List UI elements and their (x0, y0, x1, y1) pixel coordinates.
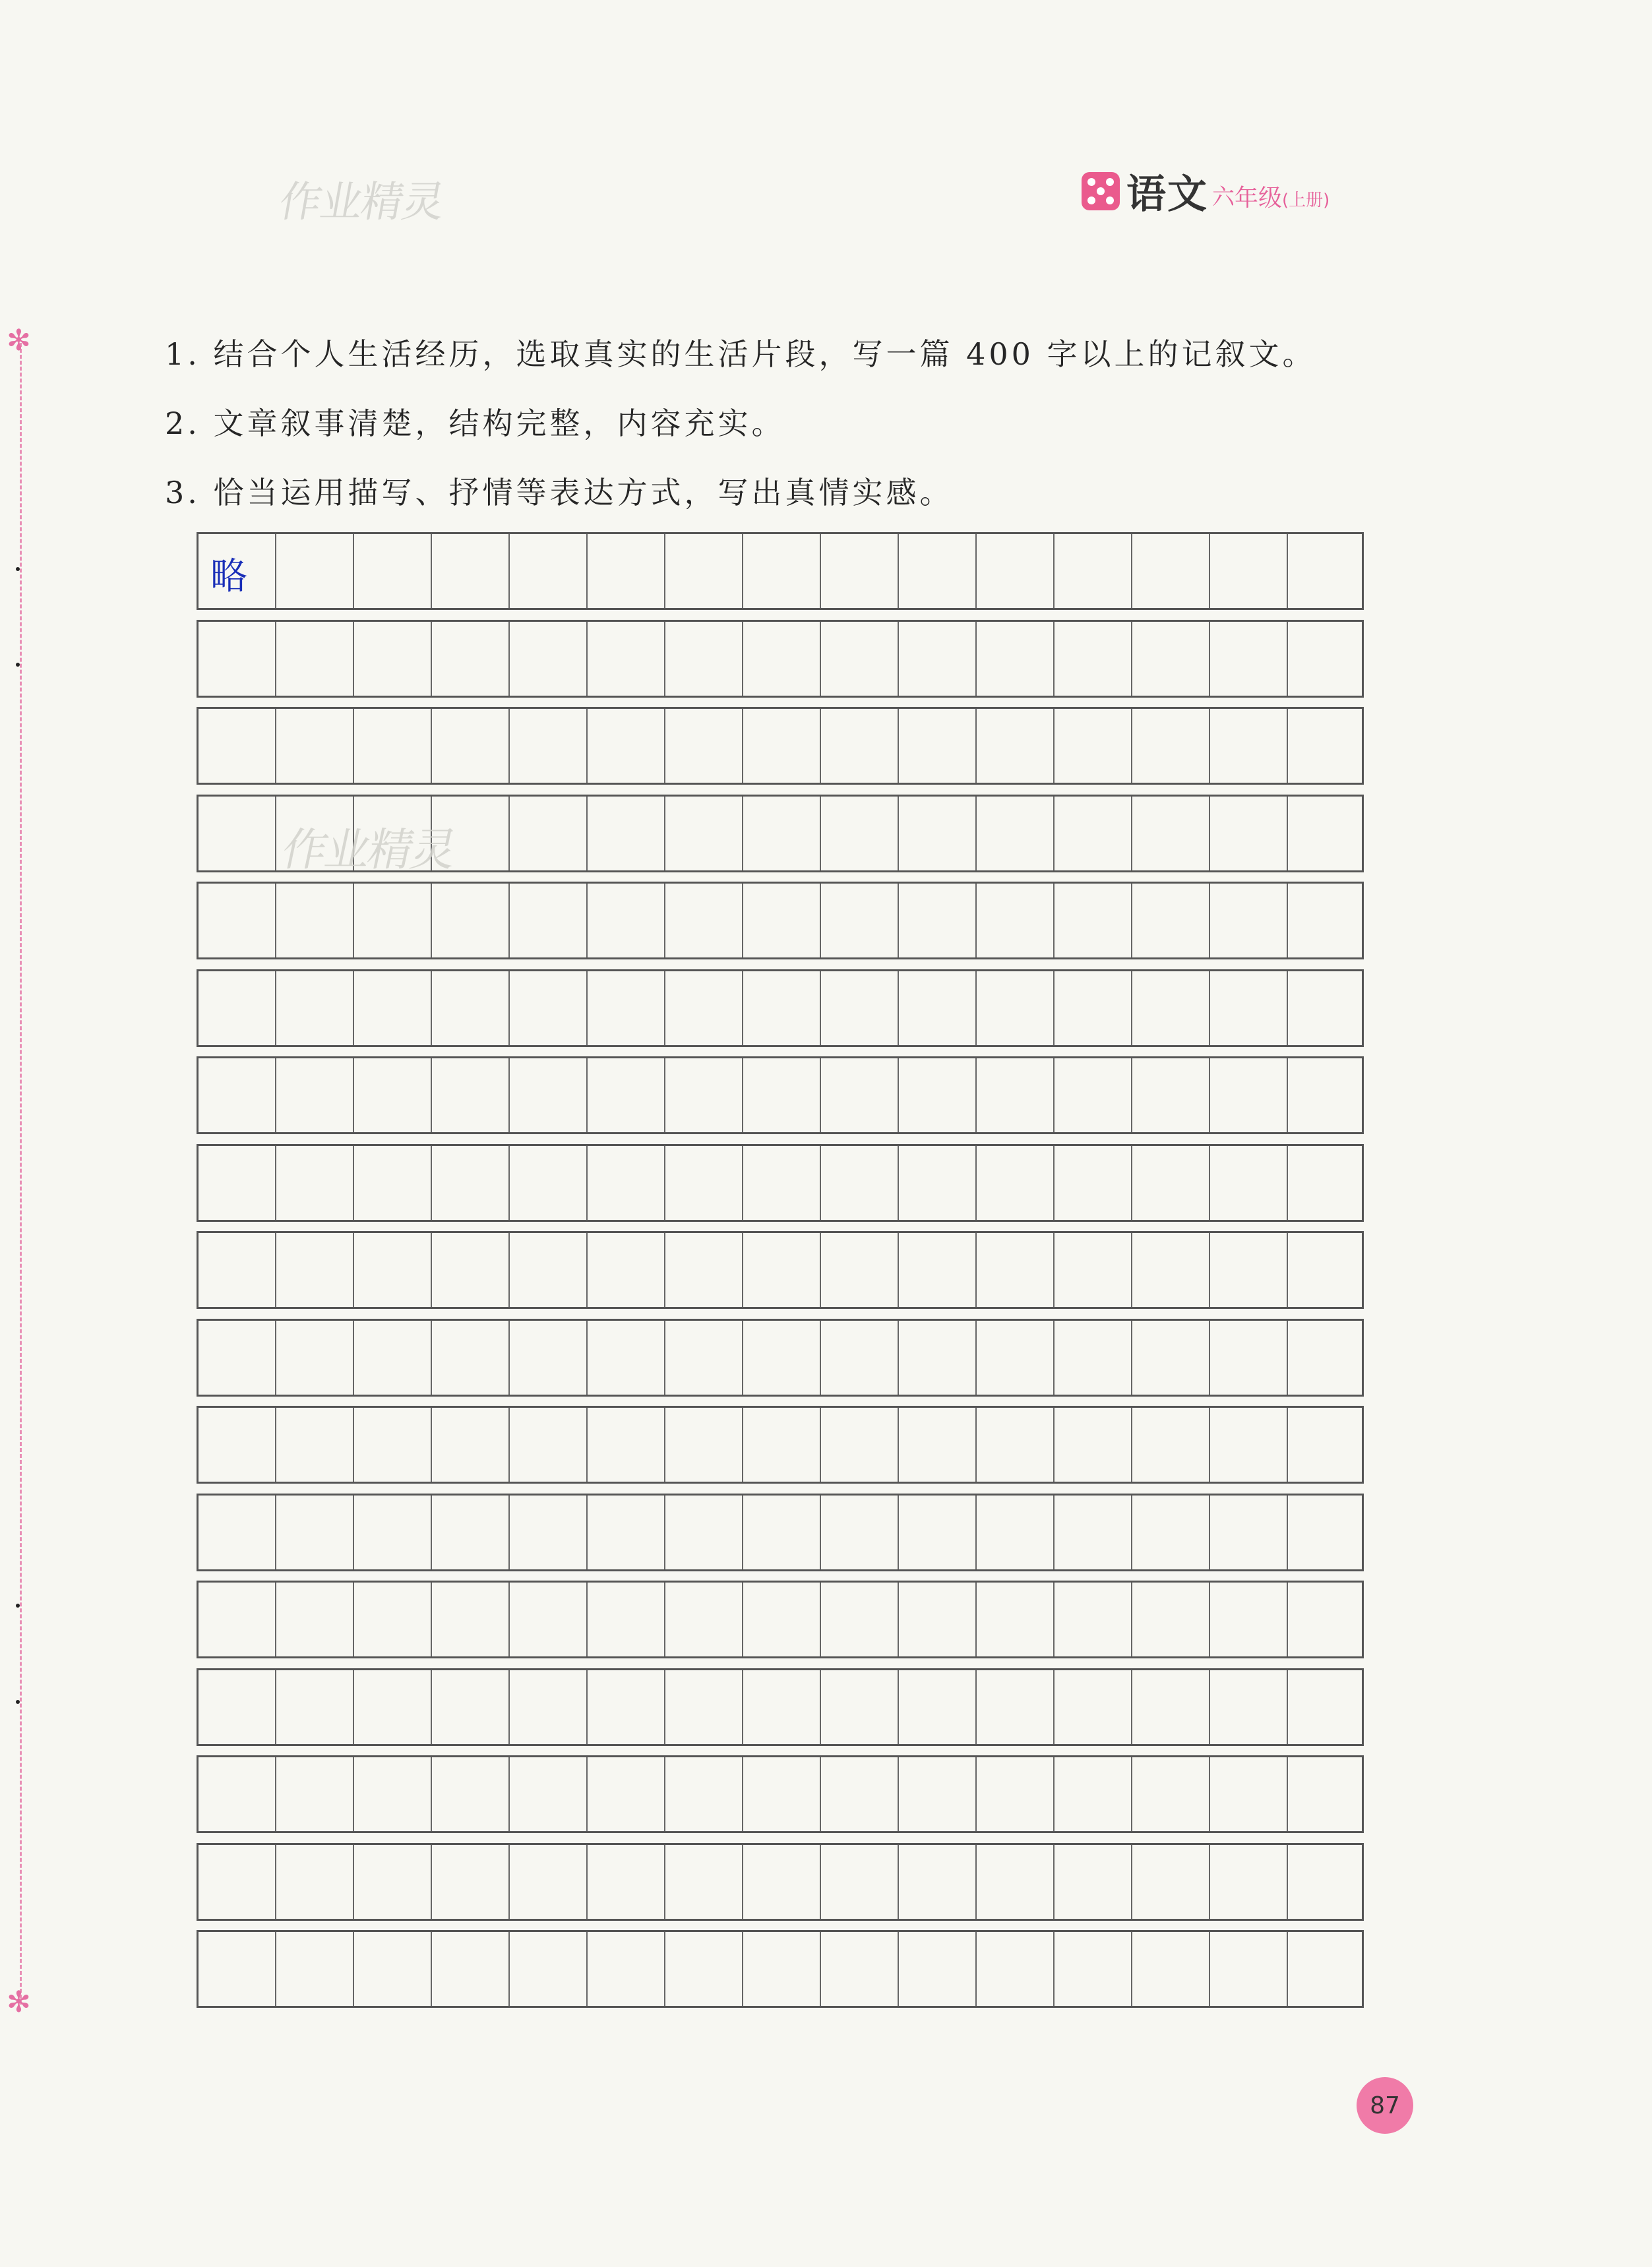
grid-row (197, 620, 1364, 698)
grid-cell (1288, 709, 1366, 783)
grid-cell (665, 1058, 743, 1132)
grid-cell (588, 1845, 665, 1919)
grid-cell (1132, 884, 1210, 957)
grid-cell (588, 1058, 665, 1132)
grid-cell (743, 1932, 821, 2006)
grid-cell (199, 709, 276, 783)
grid-row (197, 1843, 1364, 1921)
grid-cell (1210, 1845, 1288, 1919)
grid-cell (588, 1233, 665, 1307)
grid-cell (510, 1583, 588, 1656)
grid-cell (510, 797, 588, 870)
grid-cell (510, 1932, 588, 2006)
grid-cell (1210, 622, 1288, 696)
grid-cell (821, 622, 899, 696)
grid-cell (821, 1321, 899, 1395)
grid-cell (743, 1408, 821, 1482)
grid-cell (743, 1845, 821, 1919)
grid-cell (977, 1321, 1055, 1395)
grid-cell (354, 1058, 432, 1132)
grid-cell (354, 622, 432, 696)
grid-cell (199, 1583, 276, 1656)
grid-cell (899, 1233, 977, 1307)
grid-row (197, 532, 1364, 610)
grid-cell (743, 1757, 821, 1831)
grid-cell (1055, 622, 1132, 696)
grid-cell (1132, 534, 1210, 608)
grid-cell (821, 1670, 899, 1744)
grid-cell (743, 622, 821, 696)
grid-cell (1132, 622, 1210, 696)
grid-cell (199, 1146, 276, 1220)
grid-cell (899, 1058, 977, 1132)
grid-cell (354, 1932, 432, 2006)
grid-cell (743, 1496, 821, 1569)
grid-cell (899, 971, 977, 1045)
grid-cell (977, 709, 1055, 783)
grid-cell (510, 1757, 588, 1831)
grid-cell (199, 1321, 276, 1395)
grid-cell (977, 1932, 1055, 2006)
grid-cell (432, 884, 510, 957)
subject-header (1082, 165, 1330, 218)
dice-icon (1082, 172, 1120, 210)
grid-cell (1288, 1757, 1366, 1831)
grid-cell (665, 971, 743, 1045)
grid-cell (588, 709, 665, 783)
grid-cell (1132, 1496, 1210, 1569)
grid-cell (1210, 884, 1288, 957)
grid-cell (1132, 1146, 1210, 1220)
grid-cell (743, 1233, 821, 1307)
grid-cell (1288, 884, 1366, 957)
grid-cell (199, 1670, 276, 1744)
grid-cell (977, 1408, 1055, 1482)
grid-cell (588, 971, 665, 1045)
grid-cell (899, 1321, 977, 1395)
grid-cell (1055, 534, 1132, 608)
grid-row (197, 707, 1364, 785)
grid-cell (432, 1233, 510, 1307)
grid-cell (1210, 1146, 1288, 1220)
grid-cell (665, 1146, 743, 1220)
grid-cell (1288, 1496, 1366, 1569)
grid-cell (199, 1845, 276, 1919)
grid-row (197, 1755, 1364, 1833)
grid-cell (899, 1670, 977, 1744)
grid-cell (1055, 1845, 1132, 1919)
grid-cell (743, 534, 821, 608)
grid-cell (276, 884, 354, 957)
grid-cell (432, 709, 510, 783)
grid-cell (977, 1670, 1055, 1744)
grid-cell (821, 1496, 899, 1569)
grid-cell (432, 622, 510, 696)
grid-cell (977, 622, 1055, 696)
grid-cell (588, 1408, 665, 1482)
grid-cell (510, 884, 588, 957)
grid-cell (1288, 534, 1366, 608)
grid-cell (432, 1408, 510, 1482)
grid-cell (354, 1496, 432, 1569)
grid-cell (977, 1845, 1055, 1919)
grid-cell (432, 1845, 510, 1919)
grid-cell (1288, 622, 1366, 696)
grid-cell (665, 1233, 743, 1307)
grid-cell (276, 1932, 354, 2006)
grid-cell (1055, 709, 1132, 783)
scan-speck (16, 663, 20, 667)
grid-cell (432, 1583, 510, 1656)
grid-cell (276, 1058, 354, 1132)
grid-cell (1210, 1670, 1288, 1744)
grid-cell (510, 1670, 588, 1744)
watermark-mid: 作业精灵 (277, 824, 460, 876)
instruction-item: 1. 结合个人生活经历，选取真实的生活片段，写一篇 400 字以上的记叙文。 (165, 336, 1316, 372)
grid-cell (821, 971, 899, 1045)
grid-row (197, 1668, 1364, 1746)
grid-cell (899, 1496, 977, 1569)
grid-cell (821, 1583, 899, 1656)
grid-cell (1288, 1932, 1366, 2006)
grid-cell (665, 884, 743, 957)
grid-cell (510, 1058, 588, 1132)
grid-cell (821, 884, 899, 957)
grid-cell (432, 1932, 510, 2006)
grid-cell (354, 1845, 432, 1919)
grid-cell (588, 622, 665, 696)
grid-cell (977, 1496, 1055, 1569)
grid-cell (432, 534, 510, 608)
grid-cell (1132, 1583, 1210, 1656)
grid-cell (1132, 1670, 1210, 1744)
grid-row (197, 1231, 1364, 1309)
grid-cell (354, 1408, 432, 1482)
grid-cell (821, 1146, 899, 1220)
grid-cell (899, 534, 977, 608)
grid-cell (743, 797, 821, 870)
grid-cell (977, 797, 1055, 870)
grid-cell (1210, 971, 1288, 1045)
grid-cell (276, 1670, 354, 1744)
grid-cell (1055, 1146, 1132, 1220)
grid-cell (276, 534, 354, 608)
grid-cell (1055, 1583, 1132, 1656)
instruction-item: 3. 恰当运用描写、抒情等表达方式，写出真情实感。 (165, 475, 954, 510)
grid-row (197, 1494, 1364, 1571)
grid-cell (1210, 1408, 1288, 1482)
grid-cell (1132, 1932, 1210, 2006)
grid-cell (1132, 1058, 1210, 1132)
grid-cell (588, 1670, 665, 1744)
grid-cell (432, 1757, 510, 1831)
grid-cell (1055, 1321, 1132, 1395)
scan-speck (16, 1604, 20, 1608)
term-label: (上册) (1282, 190, 1330, 210)
grid-cell (899, 1146, 977, 1220)
grid-cell (1055, 1496, 1132, 1569)
grid-cell (1132, 1845, 1210, 1919)
grid-cell (276, 1146, 354, 1220)
grid-cell (743, 971, 821, 1045)
grid-row (197, 882, 1364, 959)
grid-cell (354, 709, 432, 783)
grid-cell (899, 709, 977, 783)
grid-cell (354, 884, 432, 957)
grid-cell (977, 884, 1055, 957)
grid-cell (199, 1408, 276, 1482)
grid-cell (1055, 884, 1132, 957)
grid-cell (276, 1845, 354, 1919)
grid-cell (1288, 1146, 1366, 1220)
grid-cell (199, 1233, 276, 1307)
grid-cell (510, 1321, 588, 1395)
grid-cell (821, 1408, 899, 1482)
grid-cell (665, 709, 743, 783)
grid-cell (1132, 1757, 1210, 1831)
grid-cell (899, 1583, 977, 1656)
grid-cell (510, 534, 588, 608)
grid-cell (665, 1757, 743, 1831)
grid-cell (1210, 1321, 1288, 1395)
grid-cell (1055, 1408, 1132, 1482)
grid-cell (899, 1408, 977, 1482)
binding-margin-line (20, 343, 22, 2005)
grid-cell (354, 1146, 432, 1220)
grid-cell (743, 709, 821, 783)
grid-cell (432, 1321, 510, 1395)
grid-row (197, 1581, 1364, 1658)
grid-cell (354, 971, 432, 1045)
asterisk-star-icon: ✻ (7, 1985, 31, 2019)
grid-cell (665, 1321, 743, 1395)
grid-cell (510, 622, 588, 696)
grid-cell (276, 1583, 354, 1656)
grid-cell (1210, 797, 1288, 870)
grid-cell (665, 534, 743, 608)
grid-cell (276, 1757, 354, 1831)
grid-cell (743, 884, 821, 957)
grid-cell (1055, 1058, 1132, 1132)
asterisk-star-icon: ✻ (7, 324, 31, 357)
grid-cell (199, 971, 276, 1045)
grid-cell (1132, 709, 1210, 783)
grid-cell (588, 1146, 665, 1220)
grid-cell (588, 1496, 665, 1569)
grid-row (197, 1319, 1364, 1397)
grid-cell (276, 1233, 354, 1307)
grid-cell (977, 1146, 1055, 1220)
grid-cell (821, 1845, 899, 1919)
grid-cell (977, 1583, 1055, 1656)
grid-cell (510, 1496, 588, 1569)
grid-cell (1288, 1321, 1366, 1395)
grid-row (197, 1406, 1364, 1484)
grid-cell (588, 884, 665, 957)
grid-cell (354, 1583, 432, 1656)
grid-cell (899, 797, 977, 870)
grid-cell (665, 622, 743, 696)
grid-cell (665, 1845, 743, 1919)
grid-cell (276, 971, 354, 1045)
grid-cell (899, 622, 977, 696)
grid-cell (899, 1845, 977, 1919)
scan-speck (16, 1700, 20, 1704)
grid-cell (821, 1757, 899, 1831)
grid-cell (1210, 1058, 1288, 1132)
grid-cell (432, 1058, 510, 1132)
grid-cell (821, 709, 899, 783)
grid-cell (821, 1932, 899, 2006)
grid-cell (1055, 1932, 1132, 2006)
grid-cell (199, 1932, 276, 2006)
grid-cell (1288, 1845, 1366, 1919)
grid-cell (354, 1670, 432, 1744)
grid-cell (665, 1496, 743, 1569)
grid-cell (1288, 1408, 1366, 1482)
grid-cell (1055, 1757, 1132, 1831)
grade-mark: 六 (1212, 183, 1235, 210)
grid-cell (588, 1757, 665, 1831)
grid-cell (510, 1233, 588, 1307)
grid-cell (432, 971, 510, 1045)
instruction-item: 2. 文章叙事清楚，结构完整，内容充实。 (165, 406, 785, 441)
grid-cell (821, 797, 899, 870)
grid-cell (1210, 1583, 1288, 1656)
grid-cell (743, 1146, 821, 1220)
grid-cell (743, 1321, 821, 1395)
scan-speck (16, 567, 20, 571)
grid-row (197, 1930, 1364, 2008)
grid-cell (510, 971, 588, 1045)
grid-row (197, 1144, 1364, 1222)
grid-cell (1132, 1408, 1210, 1482)
grid-cell (1210, 534, 1288, 608)
grid-cell (276, 1321, 354, 1395)
grid-cell (199, 1496, 276, 1569)
grid-cell (1288, 1058, 1366, 1132)
grid-cell (1055, 1670, 1132, 1744)
grid-cell (899, 1757, 977, 1831)
grid-cell (588, 1932, 665, 2006)
grid-cell (588, 534, 665, 608)
grid-cell (354, 534, 432, 608)
grid-cell (1055, 1233, 1132, 1307)
grid-cell (1210, 1757, 1288, 1831)
grid-cell (665, 1583, 743, 1656)
grid-cell (1210, 1496, 1288, 1569)
grid-cell (432, 1670, 510, 1744)
grid-cell (510, 1845, 588, 1919)
grid-cell (821, 1058, 899, 1132)
grid-cell (354, 1233, 432, 1307)
grid-cell (821, 1233, 899, 1307)
grid-cell (899, 1932, 977, 2006)
page-number: 87 (1357, 2077, 1413, 2134)
grid-cell (276, 622, 354, 696)
grid-cell (432, 1146, 510, 1220)
grid-cell (276, 709, 354, 783)
grid-cell (199, 884, 276, 957)
grid-cell (665, 1932, 743, 2006)
grid-cell (510, 1408, 588, 1482)
grid-cell (1210, 709, 1288, 783)
grid-cell (821, 534, 899, 608)
grid-cell (199, 1058, 276, 1132)
grid-cell (588, 797, 665, 870)
grid-cell (743, 1058, 821, 1132)
grid-cell (1288, 797, 1366, 870)
grid-cell (276, 1496, 354, 1569)
grid-cell (588, 1321, 665, 1395)
grid-cell (1210, 1932, 1288, 2006)
grid-cell (1132, 797, 1210, 870)
grid-cell (276, 1408, 354, 1482)
grid-cell (1288, 1233, 1366, 1307)
grid-cell (354, 1321, 432, 1395)
grid-cell (199, 1757, 276, 1831)
handwritten-answer: 略 (210, 555, 247, 598)
grid-cell (588, 1583, 665, 1656)
grid-cell (743, 1583, 821, 1656)
grid-cell (977, 1233, 1055, 1307)
grid-cell (899, 884, 977, 957)
grid-cell (354, 1757, 432, 1831)
grid-cell (1132, 1321, 1210, 1395)
watermark-top: 作业精灵 (275, 178, 448, 227)
instructions (165, 320, 1316, 528)
grid-cell (1288, 971, 1366, 1045)
grid-row (197, 1056, 1364, 1134)
grid-cell (743, 1670, 821, 1744)
grid-cell (1288, 1670, 1366, 1744)
grid-cell (665, 1670, 743, 1744)
grid-cell (432, 1496, 510, 1569)
grid-row (197, 969, 1364, 1047)
grid-cell (977, 971, 1055, 1045)
grid-cell (1210, 1233, 1288, 1307)
grid-cell (977, 1757, 1055, 1831)
grid-cell (665, 797, 743, 870)
grid-cell (199, 797, 276, 870)
grid-cell (199, 622, 276, 696)
grid-cell (1055, 797, 1132, 870)
grid-cell (1132, 971, 1210, 1045)
grid-cell (510, 1146, 588, 1220)
grid-cell (510, 709, 588, 783)
grid-cell (1132, 1233, 1210, 1307)
grade-label: 年级 (1235, 184, 1283, 212)
grid-cell (665, 1408, 743, 1482)
grid-cell (199, 534, 276, 608)
grid-cell (977, 1058, 1055, 1132)
grid-cell (1055, 971, 1132, 1045)
subject-title: 语文 (1126, 171, 1208, 218)
grid-cell (977, 534, 1055, 608)
grid-cell (1288, 1583, 1366, 1656)
